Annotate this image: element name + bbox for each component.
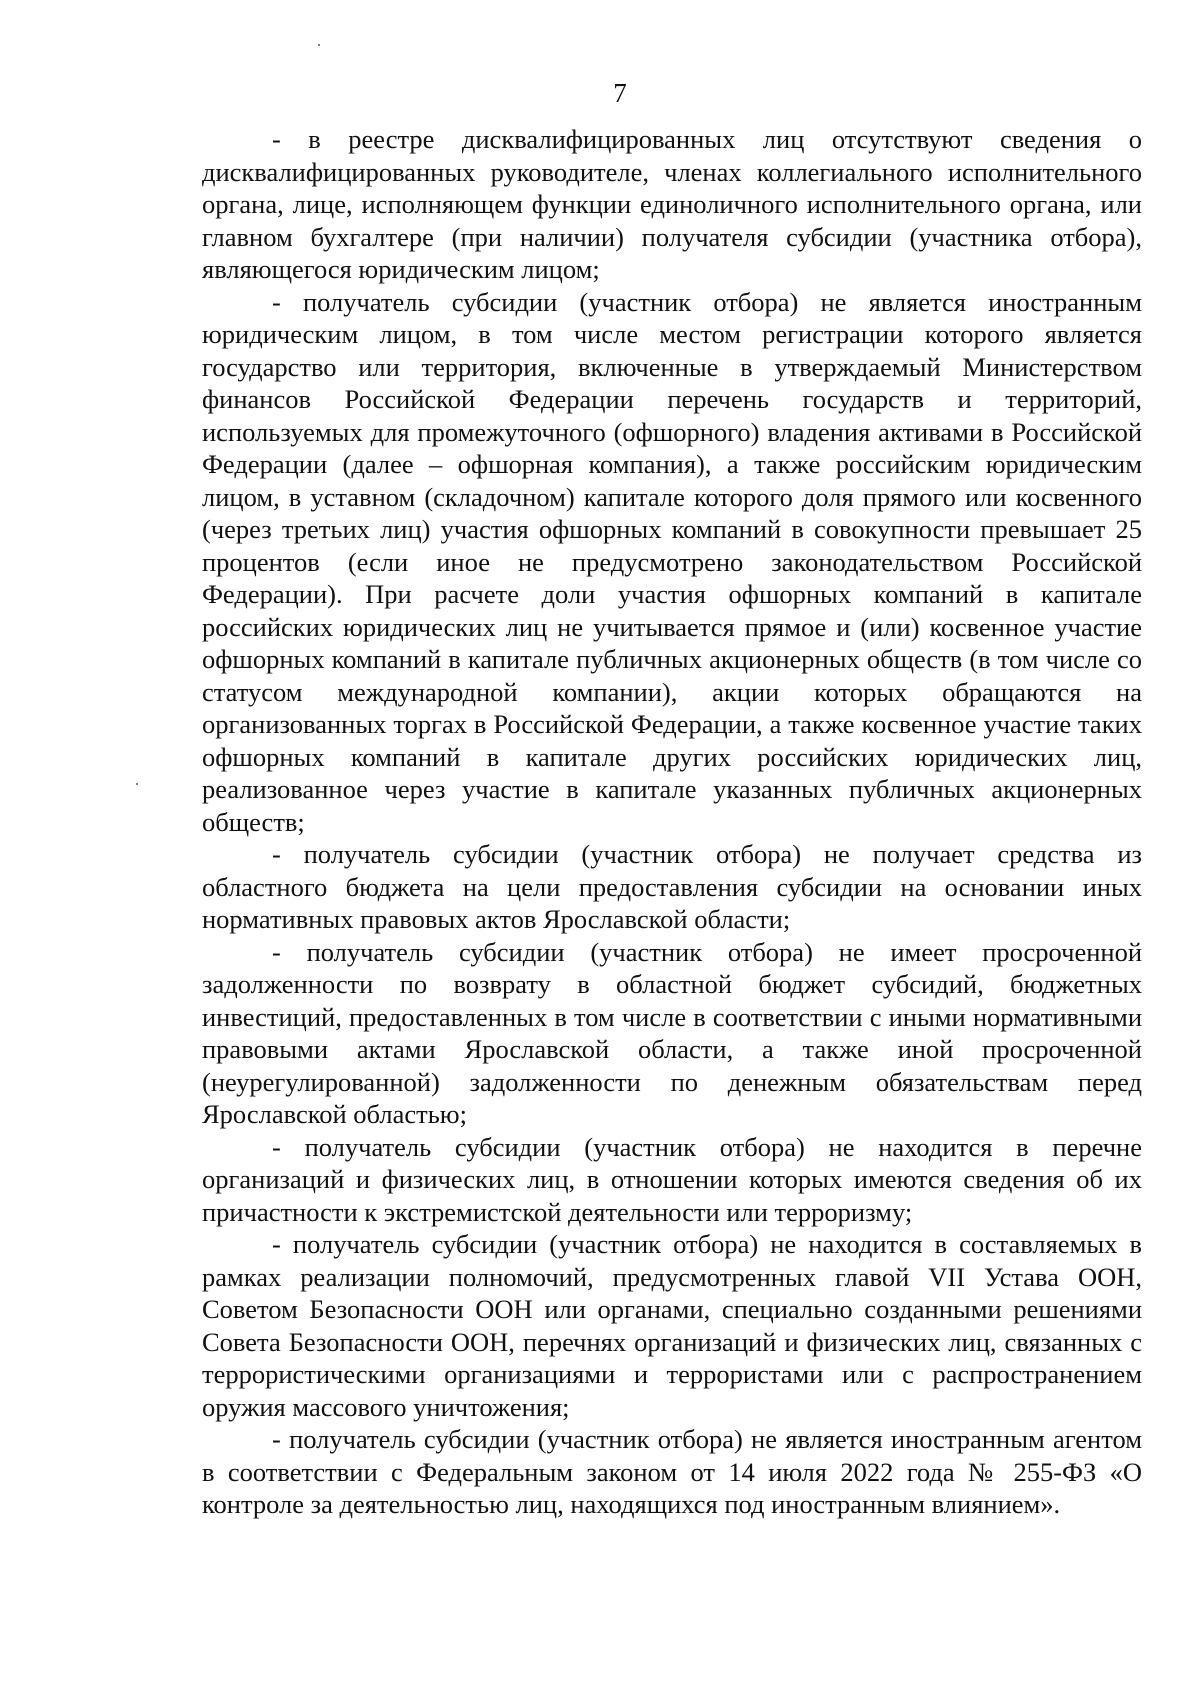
paragraph-offshore-company: - получатель субсидии (участник отбора) не является иностранным юридическим лицом, в том числе местом регистрации которого является государство или территория, включенные в утверждаемый Министерством финансов Российской Федерации перечень государств и территорий, используемых для промежуточного (офшорного) владения активами в Российской Федерации (далее – офшорная компания), а также российским юридическим лицом, в уставном (складочном) капитале которого доля прямого или косвенного (через третьих лиц) участия офшорных компаний в совокупности превышает 25 процентов (если иное не предусмотрено законодательством Российской Федерации). При расчете доли участия офшорных компаний в капитале российских юридических лиц не учитывается прямое и (или) косвенное участие офшорных компаний в капитале публичных акционерных обществ (в том числе со статусом международной компании), акции которых обращаются на организованных торгах в Российской Федерации, а также косвенное участие таких офшорных компаний в капитале других российских юридических лиц, реализованное через участие в капитале указанных публичных акционерных обществ; [202, 286, 1142, 837]
paragraph-un-sanctions-list: - получатель субсидии (участник отбора) не находится в составляемых в рамках реализации полномочий, предусмотренных главой VII Устава ООН, Советом Безопасности ООН или органами, специально созданными решениями Совета Безопасности ООН, перечнях организаций и физических лиц, связанных с террористическими организациями и террористами или с распространением оружия массового уничтожения; [202, 1229, 1142, 1422]
scan-artifact [318, 44, 320, 46]
paragraph-other-budget-funds: - получатель субсидии (участник отбора) не получает средства из областного бюджета на цели предоставления субсидии на основании иных нормативных правовых актов Ярославской области; [202, 839, 1142, 934]
paragraph-foreign-agent: - получатель субсидии (участник отбора) не является иностранным агентом в соответствии с Федеральным законом от 14 июля 2022 года № 255-ФЗ «О контроле за деятельностью лиц, находящихся под иностранным влиянием». [202, 1424, 1142, 1519]
scan-artifact [136, 783, 138, 785]
paragraph-overdue-debt: - получатель субсидии (участник отбора) не имеет просроченной задолженности по возврату в областной бюджет субсидий, бюджетных инвестиций, предоставленных в том числе в соответствии с иными нормативными правовыми актами Ярославской области, а также иной просроченной (неурегулированной) задолженности по денежным обязательствам перед Ярославской областью; [202, 936, 1142, 1129]
paragraph-extremism-list: - получатель субсидии (участник отбора) не находится в перечне организаций и физических лиц, в отношении которых имеются сведения об их причастности к экстремистской деятельности или терроризму; [202, 1131, 1142, 1227]
page-number: 7 [613, 78, 627, 108]
document-body [202, 123, 1142, 1521]
paragraph-disqualified-persons: - в реестре дисквалифицированных лиц отсутствуют сведения о дисквалифицированных руководителе, членах коллегиального исполнительного органа, лице, исполняющем функции единоличного исполнительного органа, или главном бухгалтере (при наличии) получателя субсидии (участника отбора), являющегося юридическим лицом; [202, 124, 1142, 284]
